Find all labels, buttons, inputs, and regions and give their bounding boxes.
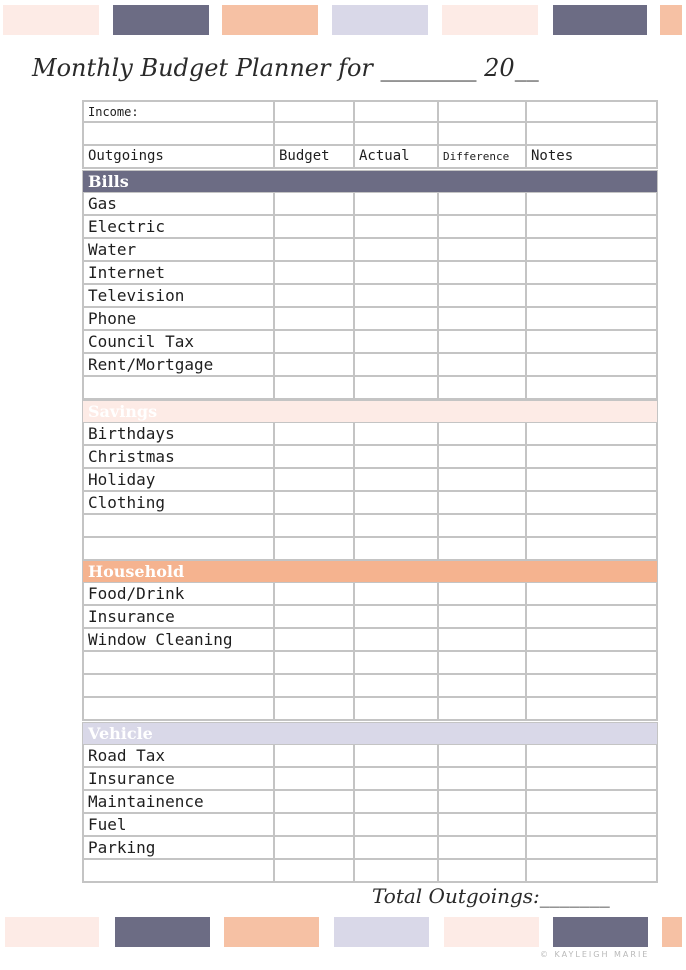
blank-cell[interactable] (527, 515, 658, 538)
blank-cell[interactable] (355, 377, 439, 400)
budget-cell[interactable] (275, 354, 355, 377)
blank-cell[interactable] (527, 123, 658, 146)
difference-cell[interactable] (439, 239, 527, 262)
notes-cell[interactable] (527, 193, 658, 216)
difference-cell[interactable] (439, 492, 527, 515)
blank-cell[interactable] (275, 123, 355, 146)
budget-cell[interactable] (275, 262, 355, 285)
actual-cell[interactable] (355, 469, 439, 492)
notes-cell[interactable] (527, 469, 658, 492)
notes-cell[interactable] (527, 814, 658, 837)
swatch-lavender (334, 917, 429, 947)
section-vehicle: Vehicle (82, 722, 658, 745)
blank-cell[interactable] (275, 377, 355, 400)
blank-cell[interactable] (527, 698, 658, 721)
difference-cell[interactable] (439, 446, 527, 469)
column-header-row (82, 146, 658, 169)
blank-cell[interactable] (82, 652, 275, 675)
actual-cell[interactable] (355, 492, 439, 515)
swatch-blush (442, 5, 538, 35)
table-row (82, 446, 658, 469)
table-row (82, 239, 658, 262)
table-row (82, 377, 658, 400)
swatch-peach (224, 917, 319, 947)
swatch-navy (553, 5, 647, 35)
blank-cell[interactable] (439, 515, 527, 538)
table-row (82, 469, 658, 492)
header-outgoings: Outgoings (82, 146, 275, 169)
table-row (82, 745, 658, 768)
top-color-bar (0, 5, 686, 35)
table-row (82, 538, 658, 561)
budget-cell[interactable] (275, 492, 355, 515)
actual-cell[interactable] (355, 814, 439, 837)
actual-cell[interactable] (355, 285, 439, 308)
copyright-text: © KAYLEIGH MARIE (540, 950, 650, 959)
difference-cell[interactable] (439, 745, 527, 768)
notes-cell[interactable] (527, 308, 658, 331)
budget-cell[interactable] (275, 768, 355, 791)
notes-cell[interactable] (527, 629, 658, 652)
budget-cell[interactable] (275, 745, 355, 768)
actual-cell[interactable] (355, 308, 439, 331)
item-water: Water (82, 239, 275, 262)
actual-cell[interactable] (355, 354, 439, 377)
bottom-color-bar (0, 917, 686, 947)
blank-cell[interactable] (275, 860, 355, 883)
notes-cell[interactable] (527, 837, 658, 860)
item-window-cleaning: Window Cleaning (82, 629, 275, 652)
item-household-insurance: Insurance (82, 606, 275, 629)
notes-cell[interactable] (527, 745, 658, 768)
item-council-tax: Council Tax (82, 331, 275, 354)
swatch-blush (5, 917, 99, 947)
table-row (82, 698, 658, 721)
budget-cell[interactable] (275, 469, 355, 492)
item-parking: Parking (82, 837, 275, 860)
item-electric: Electric (82, 216, 275, 239)
blank-cell[interactable] (439, 675, 527, 698)
table-row (82, 285, 658, 308)
table-row (82, 515, 658, 538)
blank-cell[interactable] (355, 860, 439, 883)
income-cell[interactable] (439, 100, 527, 123)
blank-cell[interactable] (275, 515, 355, 538)
blank-cell[interactable] (527, 377, 658, 400)
notes-cell[interactable] (527, 331, 658, 354)
table-row (82, 652, 658, 675)
notes-cell[interactable] (527, 791, 658, 814)
header-notes: Notes (527, 146, 658, 169)
blank-cell[interactable] (527, 652, 658, 675)
budget-cell[interactable] (275, 446, 355, 469)
budget-cell[interactable] (275, 285, 355, 308)
table-row (82, 675, 658, 698)
table-row (82, 606, 658, 629)
actual-cell[interactable] (355, 193, 439, 216)
table-row (82, 100, 658, 123)
blank-cell[interactable] (82, 123, 275, 146)
difference-cell[interactable] (439, 814, 527, 837)
budget-cell[interactable] (275, 837, 355, 860)
item-maintainence: Maintainence (82, 791, 275, 814)
swatch-navy (115, 917, 210, 947)
item-road-tax: Road Tax (82, 745, 275, 768)
budget-cell[interactable] (275, 308, 355, 331)
item-christmas: Christmas (82, 446, 275, 469)
notes-cell[interactable] (527, 492, 658, 515)
budget-cell[interactable] (275, 331, 355, 354)
budget-cell[interactable] (275, 193, 355, 216)
table-row (82, 814, 658, 837)
table-row (82, 354, 658, 377)
blank-cell[interactable] (275, 652, 355, 675)
budget-cell[interactable] (275, 606, 355, 629)
table-row (82, 768, 658, 791)
blank-cell[interactable] (439, 538, 527, 561)
actual-cell[interactable] (355, 837, 439, 860)
notes-cell[interactable] (527, 446, 658, 469)
actual-cell[interactable] (355, 331, 439, 354)
blank-cell[interactable] (439, 652, 527, 675)
blank-cell[interactable] (275, 538, 355, 561)
blank-cell[interactable] (527, 675, 658, 698)
table-row (82, 193, 658, 216)
difference-cell[interactable] (439, 629, 527, 652)
notes-cell[interactable] (527, 423, 658, 446)
section-savings: Savings (82, 400, 658, 423)
table-row (82, 308, 658, 331)
swatch-lavender (332, 5, 428, 35)
income-cell[interactable] (275, 100, 355, 123)
difference-cell[interactable] (439, 354, 527, 377)
table-row (82, 423, 658, 446)
notes-cell[interactable] (527, 583, 658, 606)
budget-cell[interactable] (275, 239, 355, 262)
item-gas: Gas (82, 193, 275, 216)
notes-cell[interactable] (527, 285, 658, 308)
difference-cell[interactable] (439, 285, 527, 308)
actual-cell[interactable] (355, 239, 439, 262)
blank-cell[interactable] (82, 675, 275, 698)
notes-cell[interactable] (527, 354, 658, 377)
difference-cell[interactable] (439, 606, 527, 629)
item-phone: Phone (82, 308, 275, 331)
table-row (82, 629, 658, 652)
blank-cell[interactable] (82, 860, 275, 883)
difference-cell[interactable] (439, 768, 527, 791)
swatch-blush (444, 917, 539, 947)
table-row (82, 123, 658, 146)
budget-cell[interactable] (275, 583, 355, 606)
difference-cell[interactable] (439, 331, 527, 354)
blank-cell[interactable] (355, 652, 439, 675)
notes-cell[interactable] (527, 216, 658, 239)
budget-cell[interactable] (275, 814, 355, 837)
difference-cell[interactable] (439, 216, 527, 239)
item-internet: Internet (82, 262, 275, 285)
table-row (82, 860, 658, 883)
difference-cell[interactable] (439, 583, 527, 606)
difference-cell[interactable] (439, 837, 527, 860)
actual-cell[interactable] (355, 446, 439, 469)
notes-cell[interactable] (527, 239, 658, 262)
blank-cell[interactable] (82, 538, 275, 561)
item-birthdays: Birthdays (82, 423, 275, 446)
actual-cell[interactable] (355, 216, 439, 239)
blank-cell[interactable] (439, 123, 527, 146)
income-label: Income: (82, 100, 275, 123)
blank-cell[interactable] (355, 515, 439, 538)
header-budget: Budget (275, 146, 355, 169)
difference-cell[interactable] (439, 193, 527, 216)
blank-cell[interactable] (355, 675, 439, 698)
blank-cell[interactable] (439, 698, 527, 721)
table-row (82, 583, 658, 606)
actual-cell[interactable] (355, 583, 439, 606)
item-vehicle-insurance: Insurance (82, 768, 275, 791)
header-actual: Actual (355, 146, 439, 169)
blank-cell[interactable] (527, 538, 658, 561)
blank-cell[interactable] (439, 377, 527, 400)
budget-cell[interactable] (275, 629, 355, 652)
difference-cell[interactable] (439, 469, 527, 492)
actual-cell[interactable] (355, 423, 439, 446)
blank-cell[interactable] (355, 123, 439, 146)
item-clothing: Clothing (82, 492, 275, 515)
difference-cell[interactable] (439, 308, 527, 331)
notes-cell[interactable] (527, 606, 658, 629)
notes-cell[interactable] (527, 262, 658, 285)
actual-cell[interactable] (355, 745, 439, 768)
blank-cell[interactable] (355, 698, 439, 721)
income-cell[interactable] (527, 100, 658, 123)
table-row (82, 837, 658, 860)
item-rent-mortgage: Rent/Mortgage (82, 354, 275, 377)
difference-cell[interactable] (439, 423, 527, 446)
budget-cell[interactable] (275, 791, 355, 814)
table-row (82, 492, 658, 515)
item-fuel: Fuel (82, 814, 275, 837)
blank-cell[interactable] (527, 860, 658, 883)
item-holiday: Holiday (82, 469, 275, 492)
difference-cell[interactable] (439, 791, 527, 814)
section-household: Household (82, 560, 658, 583)
income-cell[interactable] (355, 100, 439, 123)
actual-cell[interactable] (355, 629, 439, 652)
difference-cell[interactable] (439, 262, 527, 285)
blank-cell[interactable] (82, 515, 275, 538)
blank-cell[interactable] (275, 698, 355, 721)
item-food-drink: Food/Drink (82, 583, 275, 606)
blank-cell[interactable] (275, 675, 355, 698)
item-television: Television (82, 285, 275, 308)
total-outgoings-label: Total Outgoings:_______ (372, 884, 610, 908)
swatch-peach (222, 5, 318, 35)
notes-cell[interactable] (527, 768, 658, 791)
swatch-navy (113, 5, 209, 35)
table-row (82, 331, 658, 354)
actual-cell[interactable] (355, 791, 439, 814)
swatch-peach (662, 917, 682, 947)
table-row (82, 216, 658, 239)
table-row (82, 791, 658, 814)
table-row (82, 262, 658, 285)
swatch-peach (660, 5, 682, 35)
blank-cell[interactable] (82, 698, 275, 721)
blank-cell[interactable] (439, 860, 527, 883)
actual-cell[interactable] (355, 606, 439, 629)
blank-cell[interactable] (82, 377, 275, 400)
swatch-navy (553, 917, 648, 947)
actual-cell[interactable] (355, 768, 439, 791)
header-difference: Difference (439, 146, 527, 169)
page-title: Monthly Budget Planner for ________ 20__ (32, 54, 539, 82)
section-bills: Bills (82, 170, 658, 193)
budget-cell[interactable] (275, 423, 355, 446)
budget-cell[interactable] (275, 216, 355, 239)
actual-cell[interactable] (355, 262, 439, 285)
swatch-blush (3, 5, 99, 35)
blank-cell[interactable] (355, 538, 439, 561)
